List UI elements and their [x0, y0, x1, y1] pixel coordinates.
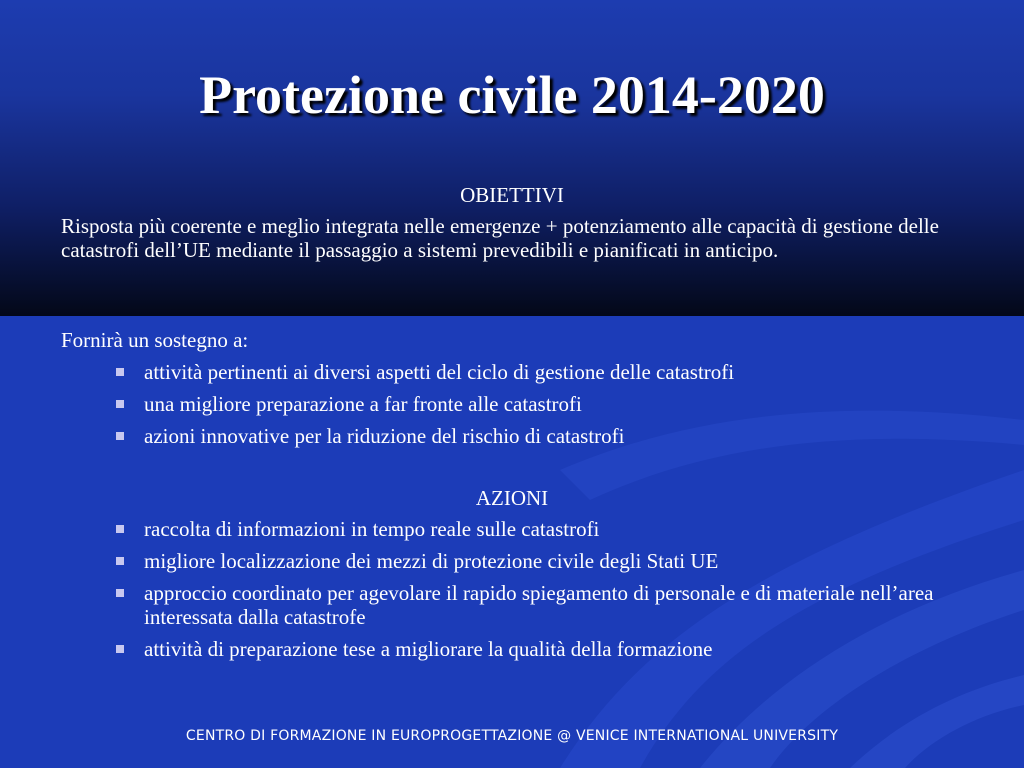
actions-list — [114, 517, 934, 669]
square-bullet-icon — [116, 557, 124, 565]
slide-footer: CENTRO DI FORMAZIONE IN EUROPROGETTAZIONE @ VENICE INTERNATIONAL UNIVERSITY — [185, 728, 839, 744]
list-item — [114, 637, 934, 661]
square-bullet-icon — [116, 589, 124, 597]
actions-heading: AZIONI — [475, 486, 549, 510]
list-item-text: approccio coordinato per agevolare il rapido spiegamento di personale e di materiale nell’area interessata dalla catastrofe — [144, 581, 934, 629]
list-item-text: raccolta di informazioni in tempo reale sulle catastrofi — [144, 517, 600, 541]
support-intro: Fornirà un sostegno a: — [61, 328, 249, 352]
list-item — [114, 360, 934, 384]
list-item — [114, 424, 934, 448]
list-item-text: azioni innovative per la riduzione del rischio di catastrofi — [144, 424, 625, 448]
list-item-text: attività pertinenti ai diversi aspetti del ciclo di gestione delle catastrofi — [144, 360, 735, 384]
list-item — [114, 549, 934, 573]
list-item — [114, 517, 934, 541]
objectives-paragraph: Risposta più coerente e meglio integrata nelle emergenze + potenziamento alle capacità di gestione delle catastrofi dell’UE mediante il passaggio a sistemi prevedibili e pianificati in anticipo. — [61, 214, 939, 262]
list-item-text: attività di preparazione tese a migliorare la qualità della formazione — [144, 637, 713, 661]
list-item-text: una migliore preparazione a far fronte alle catastrofi — [144, 392, 582, 416]
list-item — [114, 581, 934, 629]
slide-title: Protezione civile 2014-2020 — [199, 65, 825, 125]
support-list — [114, 360, 934, 456]
list-item — [114, 392, 934, 416]
square-bullet-icon — [116, 432, 124, 440]
list-item-text: migliore localizzazione dei mezzi di protezione civile degli Stati UE — [144, 549, 719, 573]
objectives-heading: OBIETTIVI — [460, 183, 564, 207]
square-bullet-icon — [116, 525, 124, 533]
square-bullet-icon — [116, 368, 124, 376]
square-bullet-icon — [116, 400, 124, 408]
square-bullet-icon — [116, 645, 124, 653]
